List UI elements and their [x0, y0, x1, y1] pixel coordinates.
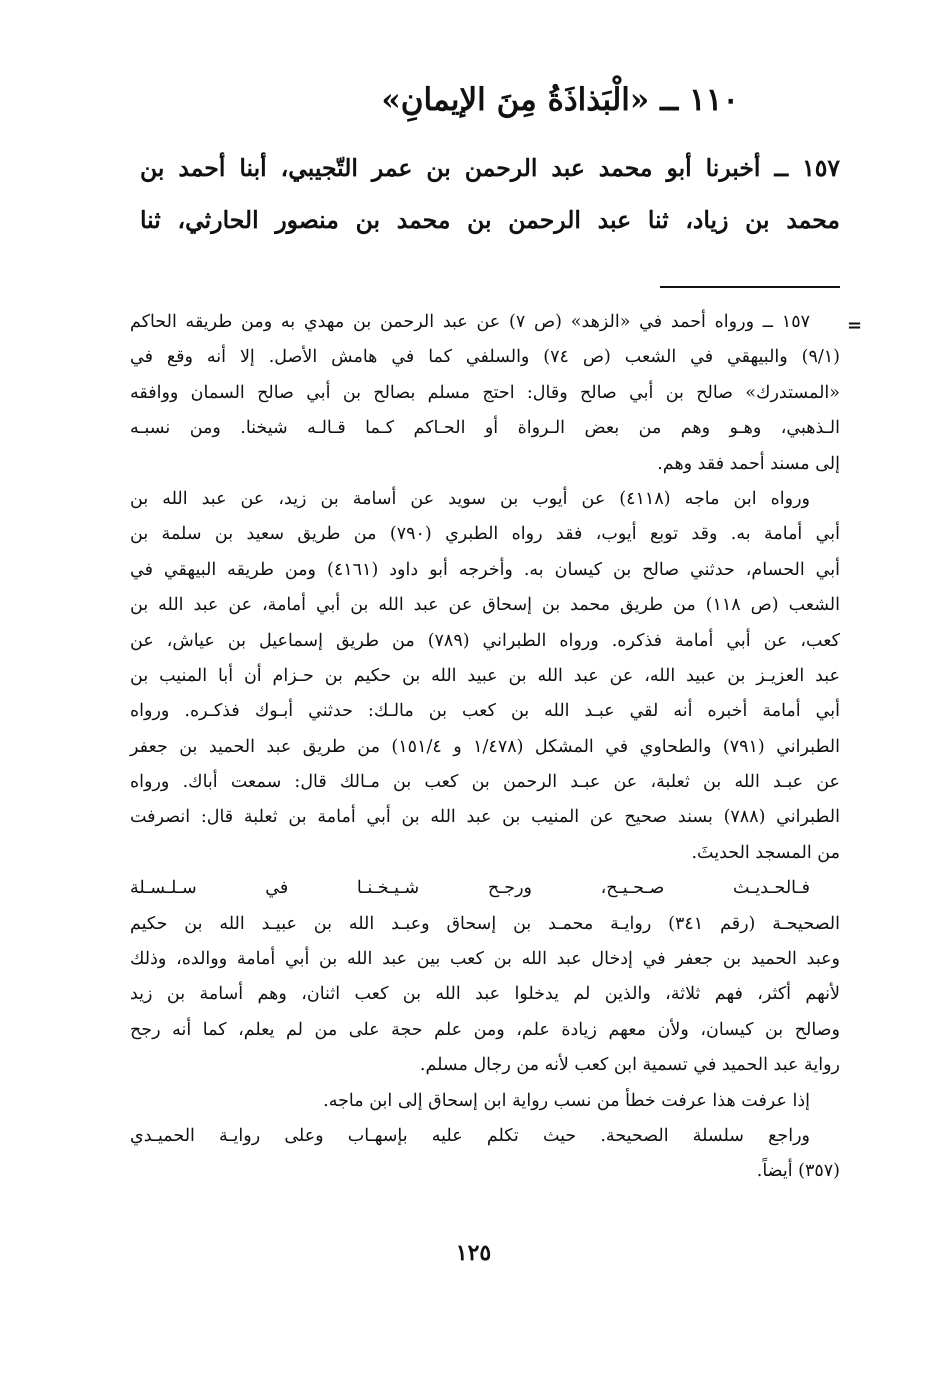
- main-text-line: ١٥٧ ــ أخبرنا أبو محمد عبد الرحمن بن عمر التّجيبي، أبنا أحمد بن: [140, 154, 840, 182]
- footnote-line: الـذهبي، وهـو وهم من بعض الـرواة أو الحـاكم كـما قـالـه شيخنا. ومن نسبـه: [130, 418, 840, 439]
- continuation-mark: =: [847, 315, 863, 336]
- footnote-line: ورواه ابن ماجه (٤١١٨) عن أيوب بن سويد عن أسامة بن زيد، عن عبد الله بن: [130, 488, 810, 509]
- running-head: ١١٠ ــ «الْبَذاذَةُ مِنَ الإيمانِ»: [381, 82, 739, 118]
- page-number: ١٢٥: [455, 1240, 492, 1266]
- footnote-line: إلى مسند أحمد فقد وهم.: [657, 453, 840, 474]
- footnote-line: (٩/١) والبيهقي في الشعب (ص ٧٤) والسلفي كما في هامش الأصل. إلا أنه وقع في: [130, 347, 840, 368]
- footnote-line: عبد العزيـز بن عبيد الله، عن عبد الله بن عبيد الله بن حكيم بن حـزام أن أبا المنيب بن: [130, 665, 840, 686]
- footnote-line: ١٥٧ ــ ورواه أحمد في «الزهد» (ص ٧) عن عبد الرحمن بن مهدي به ومن طريقه الحاكم: [130, 312, 810, 332]
- footnote-line: «المستدرك» صالح بن أبي صالح وقال: احتج مسلم بصالح بن أبي صالح السمان ووافقه: [130, 382, 840, 403]
- main-text: [140, 142, 840, 246]
- footnote-line: (٣٥٧) أيضاً.: [756, 1161, 840, 1182]
- footnote-line: لأنهم أكثر، فهم ثلاثة، والذين لم يدخلوا عبد الله بن كعب اثنان، وهم أسامة بن زيد: [130, 984, 840, 1005]
- footnote-line: الشعب (ص ١١٨) من طريق محمد بن إسحاق عن عبد الله بن أبي أمامة، عن عبد الله بن: [130, 595, 841, 616]
- footnote-line: إذا عرفت هذا عرفت خطأ من نسب رواية ابن إسحاق إلى ابن ماجه.: [323, 1090, 810, 1111]
- footnote-line: رواية عبد الحميد في تسمية ابن كعب لأنه من رجال مسلم.: [419, 1055, 840, 1076]
- footnote-line: وعبد الحميد بن جعفر في إدخال عبد الله بن كعب بين عبد الله بن أبي أمامة ووالده، وذلك: [130, 949, 840, 970]
- footnote-line: من المسجد الحديثَ.: [691, 842, 840, 863]
- footnote-line: أبي أمامة أخبره أنه لقي عبـد الله بن كعب بن مالـك: حدثني أبـوك فذكـره. ورواه: [130, 701, 840, 722]
- footnote-line: كعب، عن أبي أمامة فذكره. ورواه الطبراني (٧٨٩) من طريق إسماعيل بن عياش، عن: [130, 630, 840, 651]
- footnote-line: وراجع سلسلة الصحيحة. حيث تكلم عليه بإسهـاب وعلى روايـة الحميـدي: [130, 1125, 810, 1146]
- footnote-separator-rule: [660, 286, 840, 288]
- footnote-line: الطبراني (٧٨٨) بسند صحيح عن المنيب بن عبد الله بن أبي أمامة بن ثعلبة قال: انصرفت: [130, 807, 840, 828]
- main-text-line: محمد بن زياد، ثنا عبد الرحمن بن محمد بن منصور الحارثي، ثنا: [140, 206, 840, 234]
- footnote-line: وصالح بن كيسان، ولأن معهم زيادة علم، ومن علم حجة على من لم يعلم، كما أنه رجح: [130, 1019, 840, 1040]
- footnote-line: الطبراني (٧٩١) والطحاوي في المشكل (١/٤٧٨ و ١٥١/٤) من طريق عبد الحميد بن جعفر: [130, 736, 840, 757]
- footnote-line: فـالحـديـث صـحـيـح، ورجـح شـيـخـنـا في سـلـسـلة: [130, 878, 810, 899]
- footnote-line: عن عبـد الله بن ثعلبة، عن عبـد الرحمن بن كعب بن مـالك قال: سمعت أباك. ورواه: [130, 772, 840, 793]
- footnotes: [130, 305, 840, 1190]
- footnote-line: أبي أمامة به. وقد توبع أيوب، فقد رواه الطبري (٧٩٠) من طريق سعيد بن سلمة بن: [130, 524, 840, 545]
- footnote-line: الصحيحـة (رقم ٣٤١) روايـة محمـد بن إسحاق وعبـد الله بن عبيـد الله بن حكيم: [130, 913, 841, 934]
- footnote-line: أبي الحسام، حدثني صالح بن كيسان به. وأخرجه أبو داود (٤١٦١) ومن طريقه البيهقي في: [130, 559, 840, 580]
